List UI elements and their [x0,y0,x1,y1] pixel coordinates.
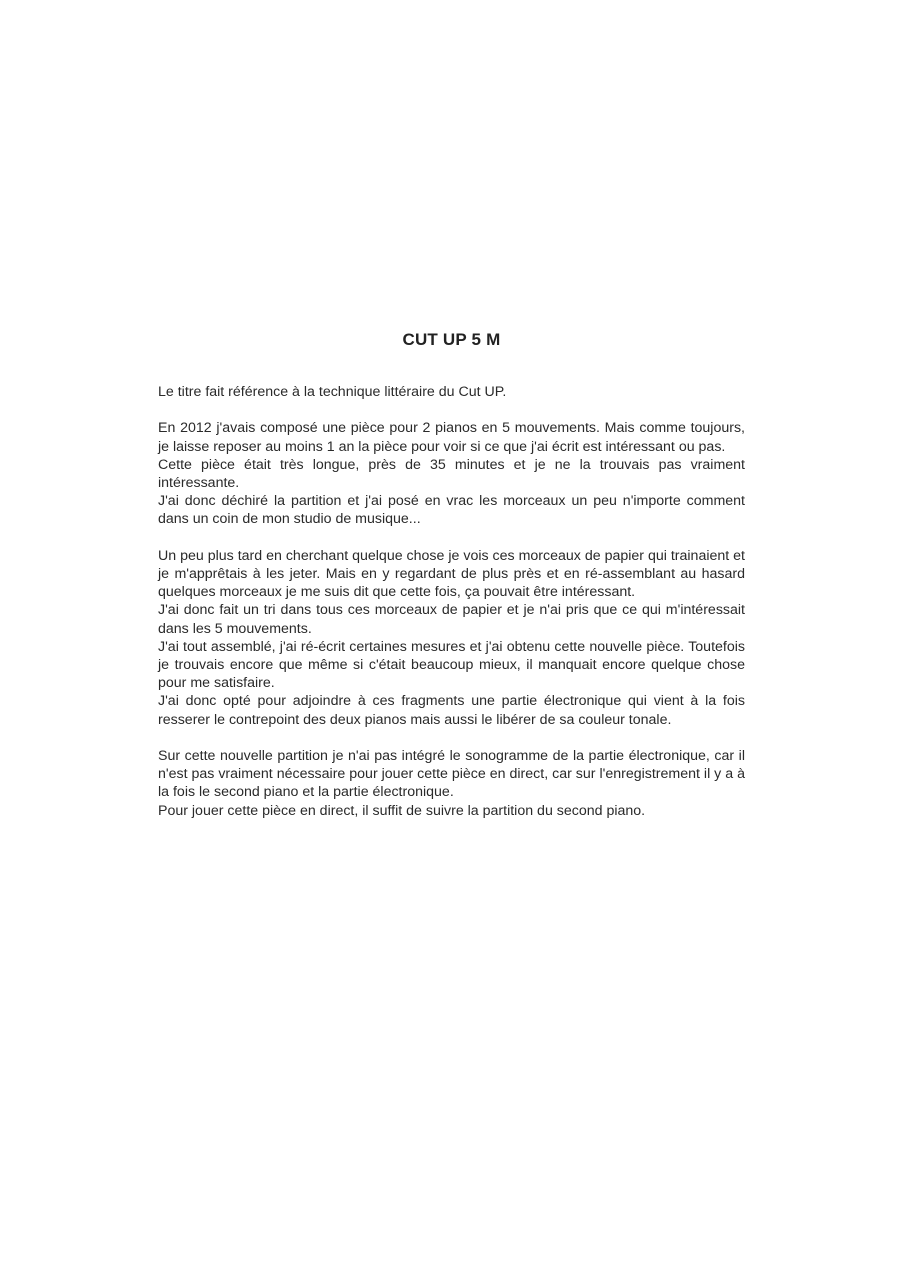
paragraph-2012-composition: En 2012 j'avais composé une pièce pour 2 pianos en 5 mouvements. Mais comme toujours, je laisse reposer au moins 1 an la pièce pour voir si ce que j'ai écrit est intéressant ou pas. [158,420,745,455]
paragraph-gap [158,729,745,747]
paragraph-intro: Le titre fait référence à la technique littéraire du Cut UP. [158,384,507,400]
paragraph-long-piece: Cette pièce était très longue, près de 35 minutes et je ne la trouvais pas vraiment intéressante. [158,456,745,491]
paragraph-gap [158,529,745,547]
document-body [158,383,745,820]
paragraph-reassembly: Un peu plus tard en cherchant quelque chose je vois ces morceaux de papier qui trainaient et je m'apprêtais à les jeter. Mais en y regardant de plus près et en ré-assemblant au hasard quelques morceaux je me suis dit que cette fois, ça pouvait être intéressant. [158,547,745,601]
paragraph-gap [158,401,745,419]
paragraph-torn-score: J'ai donc déchiré la partition et j'ai posé en vrac les morceaux un peu n'importe comment dans un coin de mon studio de musique... [158,493,745,528]
paragraph-live-performance: Pour jouer cette pièce en direct, il suffit de suivre la partition du second piano. [158,802,646,819]
paragraph-sonogram: Sur cette nouvelle partition je n'ai pas intégré le sonogramme de la partie électronique, car il n'est pas vraiment nécessaire pour jouer cette pièce en direct, car sur l'enregistrement il y a à la fois le second piano et la partie électronique. [158,748,745,801]
paragraph-new-piece: J'ai tout assemblé, j'ai ré-écrit certaines mesures et j'ai obtenu cette nouvelle pièce. Toutefois je trouvais encore que même si c'était beaucoup mieux, il manquait encore quelque chose pour me satisfaire. [158,638,745,692]
document-title: CUT UP 5 M [402,330,501,349]
paragraph-sorting: J'ai donc fait un tri dans tous ces morceaux de papier et je n'ai pris que ce qui m'intéressait dans les 5 mouvements. [158,602,745,637]
paragraph-electronic-part: J'ai donc opté pour adjoindre à ces fragments une partie électronique qui vient à la fois resserer le contrepoint des deux pianos mais aussi le libérer de sa couleur tonale. [158,693,745,728]
